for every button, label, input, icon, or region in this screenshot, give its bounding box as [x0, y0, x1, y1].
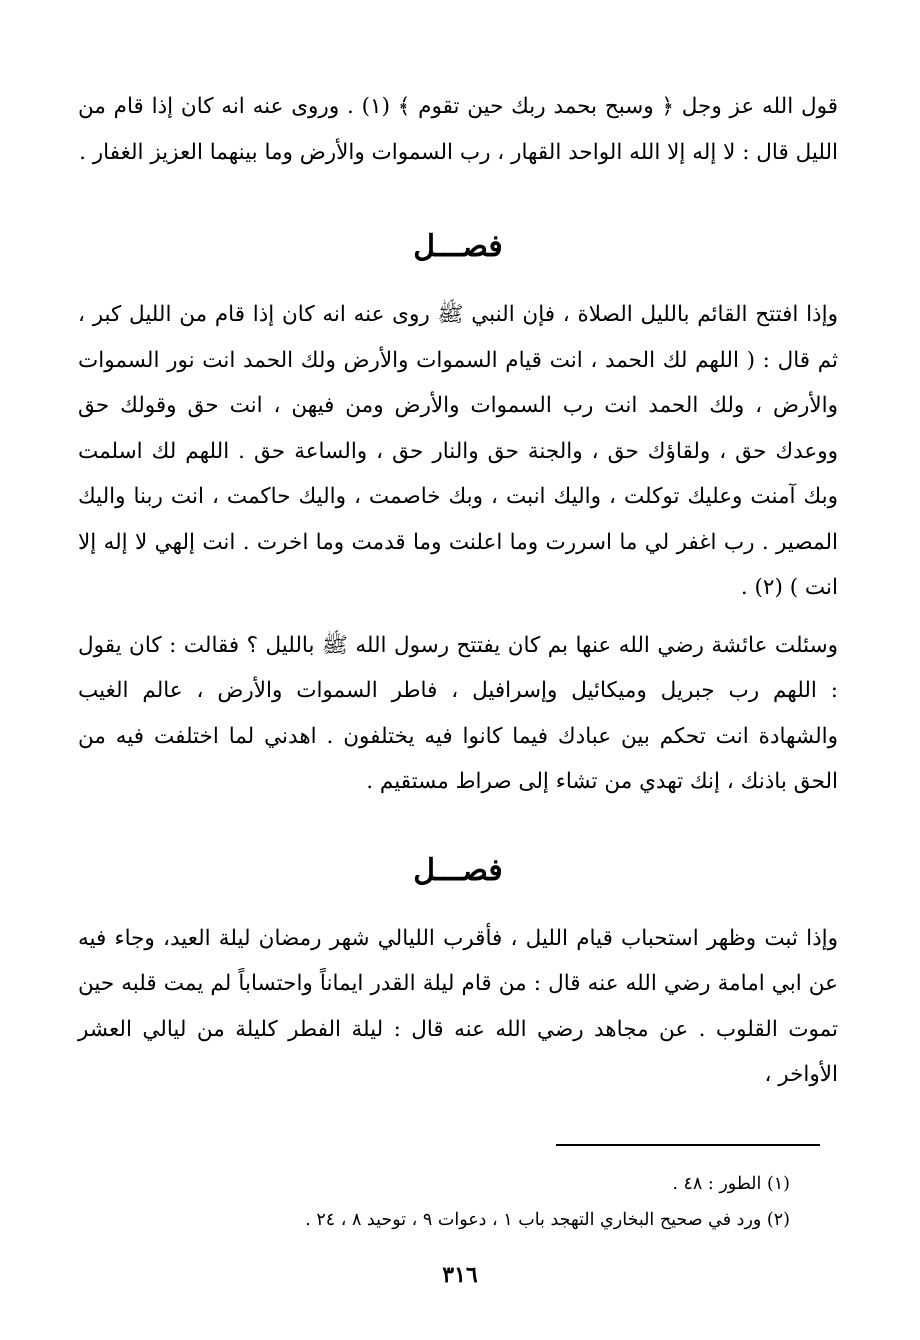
- paragraph-3: وسئلت عائشة رضي الله عنها بم كان يفتتح رسول الله ﷺ بالليل ؟ فقالت : كان يقول : اللهم رب جبريل وميكائيل وإسرافيل ، فاطر السموات والأرض ، عالم الغيب والشهادة انت تحكم بين عبادك فيما كانوا فيه يختلفون . اهدني لما اختلفت فيه من الحق باذنك ، إنك تهدي من تشاء إلى صراط مستقيم .: [78, 632, 838, 794]
- footnote-2: (٢) ورد في صحيح البخاري التهجد باب ١ ، دعوات ٩ ، توحيد ٨ ، ٢٤ .: [305, 1210, 790, 1230]
- footnotes: [150, 1166, 790, 1238]
- page-number: ٣١٦: [442, 1262, 478, 1288]
- paragraph-4: وإذا ثبت وظهر استحباب قيام الليل ، فأقرب الليالي شهر رمضان ليلة العيد، وجاء فيه عن ابي امامة رضي الله عنه قال : من قام ليلة القدر ايماناً واحتساباً لم يمت قلبه حين تموت القلوب . عن مجاهد رضي الله عنه قال : ليلة الفطر كليلة من ليالي العشر الأواخر ،: [78, 925, 838, 1087]
- page-body: [78, 84, 838, 1098]
- section-heading-2: فصـــل: [413, 852, 503, 888]
- footnote-divider: [556, 1144, 820, 1146]
- paragraph-2: وإذا افتتح القائم بالليل الصلاة ، فإن النبي ﷺ روى عنه انه كان إذا قام من الليل كبر ، ثم قال : ( اللهم لك الحمد ، انت قيام السموات والأرض ولك الحمد انت نور السموات والأرض ، ولك الحمد انت رب السموات والأرض ومن فيهن ، انت حق وقولك حق ووعدك حق ، ولقاؤك حق ، والجنة حق والنار حق ، والساعة حق . اللهم لك اسلمت وبك آمنت وعليك توكلت ، واليك انبت ، وبك خاصمت ، واليك حاكمت ، انت ربنا واليك المصير . رب اغفر لي ما اسررت وما اعلنت وما قدمت وما اخرت . انت إلهي لا إله إلا انت ) (٢) .: [78, 302, 838, 600]
- footnote-1: (١) الطور : ٤٨ .: [672, 1174, 790, 1194]
- paragraph-1: قول الله عز وجل ﴿ وسبح بحمد ربك حين تقوم ﴾ (١) . وروى عنه انه كان إذا قام من الليل قال : لا إله إلا الله الواحد القهار ، رب السموات والأرض وما بينهما العزيز الغفار .: [78, 94, 838, 165]
- section-heading-1: فصـــل: [413, 229, 503, 264]
